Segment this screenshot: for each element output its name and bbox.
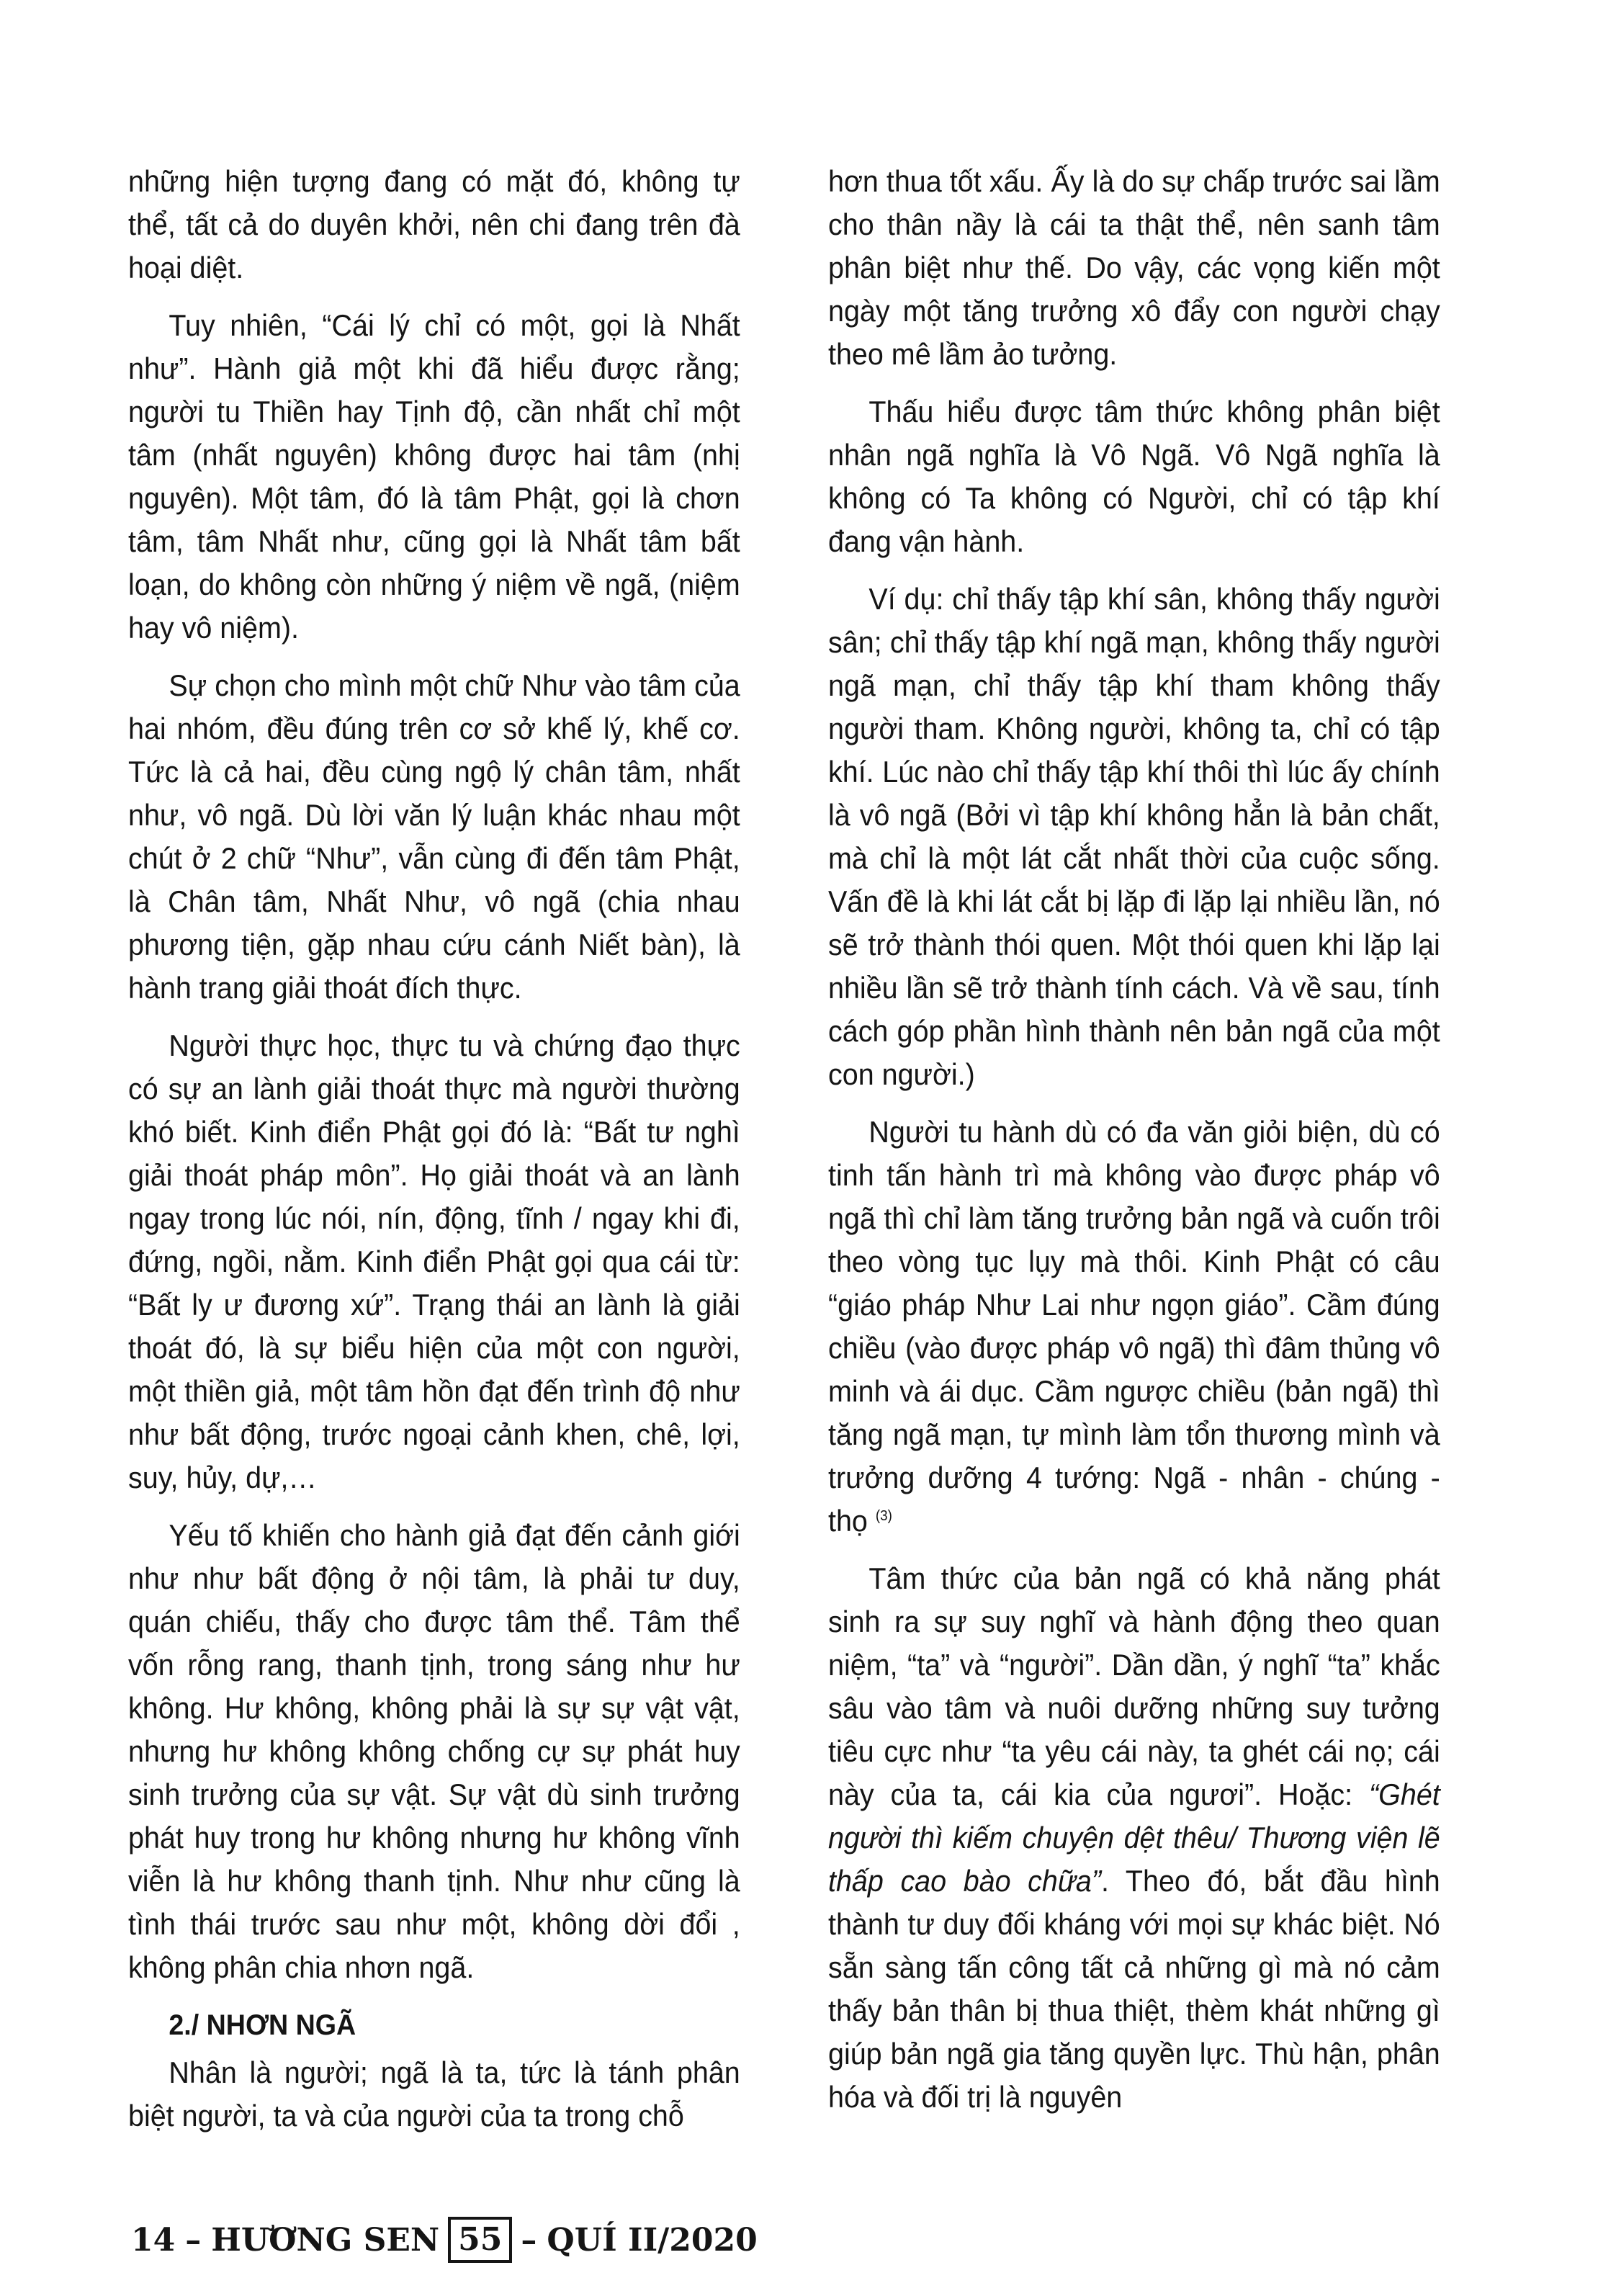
issue-period: QUÍ II/2020 bbox=[547, 2221, 758, 2259]
page-number: 14 bbox=[131, 2221, 176, 2259]
paragraph: Tuy nhiên, “Cái lý chỉ có một, gọi là Nhất như”. Hành giả một khi đã hiểu được rằng; người tu Thiền hay Tịnh độ, cần nhất chỉ một tâm (nhất nguyên) không được hai tâm (nhị nguyên). Một tâm, đó là tâm Phật, gọi là chơn tâm, tâm Nhất như, cũng gọi là Nhất tâm bất loạn, do không còn những ý niệm về ngã, (niệm hay vô niệm). bbox=[128, 308, 740, 645]
section-heading: 2./ NHƠN NGÃ bbox=[169, 2009, 356, 2041]
footer-dash: – bbox=[521, 2221, 537, 2259]
footnote-marker: (3) bbox=[875, 1508, 892, 1524]
right-column bbox=[828, 160, 1440, 2133]
paragraph: những hiện tượng đang có mặt đó, không tự thể, tất cả do duyên khởi, nên chi đang trên đà hoại diệt. bbox=[128, 164, 740, 284]
italic-quote: “Ghét người thì kiếm chuyện dệt thêu/ Thương viện lẽ thấp cao bào chữa” bbox=[828, 1777, 1440, 1898]
paragraph bbox=[828, 1557, 1440, 2119]
paragraph: Nhân là người; ngã là ta, tức là tánh phân biệt người, ta và của người của ta trong chỗ bbox=[128, 2055, 740, 2133]
paragraph-text: . Theo đó, bắt đầu hình thành tư duy đối kháng với mọi sự khác biệt. Nó sẵn sàng tấn công tất cả những gì mà nó cảm thấy bản thân bị thua thiệt, thèm khát những gì giúp bản ngã gia tăng quyền lực. Thù hận, phân hóa và đối trị là nguyên bbox=[828, 1864, 1440, 2114]
paragraph-text: Người tu hành dù có đa văn giỏi biện, dù có tinh tấn hành trì mà không vào được pháp vô ngã thì chỉ làm tăng trưởng bản ngã và cuốn trôi theo vòng tục lụy mà thôi. Kinh Phật có câu “giáo pháp Như Lai như ngọn giáo”. Cầm đúng chiều (vào được pháp vô ngã) thì đâm thủng vô minh và ái dục. Cầm ngược chiều (bản ngã) thì tăng ngã mạn, tự mình làm tổn thương mình và trưởng dưỡng 4 tướng: Ngã - nhân - chúng - thọ bbox=[828, 1115, 1440, 1538]
paragraph: Ví dụ: chỉ thấy tập khí sân, không thấy người sân; chỉ thấy tập khí ngã mạn, không thấy người ngã mạn, chỉ thấy tập khí tham không thấy người tham. Không người, không ta, chỉ có tập khí. Lúc nào chỉ thấy tập khí thôi thì lúc ấy chính là vô ngã (Bởi vì tập khí không hẳn là bản chất, mà chỉ là một lát cắt nhất thời của cuộc sống. Vấn đề là khi lát cắt bị lặp đi lặp lại nhiều lần, nó sẽ trở thành thói quen. Một thói quen khi lặp lại nhiều lần sẽ trở thành tính cách. Và về sau, tính cách góp phần hình thành nên bản ngã của một con người.) bbox=[828, 582, 1440, 1091]
paragraph: Sự chọn cho mình một chữ Như vào tâm của hai nhóm, đều đúng trên cơ sở khế lý, khế cơ. Tức là cả hai, đều cùng ngộ lý chân tâm, nhất như, vô ngã. Dù lời văn lý luận khác nhau một chút ở 2 chữ “Như”, vẫn cùng đi đến tâm Phật, là Chân tâm, Nhất Như, vô ngã (chia nhau phương tiện, gặp nhau cứu cánh Niết bàn), là hành trang giải thoát đích thực. bbox=[128, 668, 740, 1005]
paragraph bbox=[828, 1111, 1440, 1543]
paragraph: Yếu tố khiến cho hành giả đạt đến cảnh giới như như bất động ở nội tâm, là phải tư duy, quán chiếu, thấy cho được tâm thể. Tâm thể vốn rỗng rang, thanh tịnh, trong sáng như hư không. Hư không, không phải là sự sự vật vật, nhưng hư không không chống cự sự phát huy sinh trưởng của sự vật. Sự vật dù sinh trưởng phát huy trong hư không nhưng hư không vĩnh viễn là hư không thanh tịnh. Như như cũng là tình thái trước sau như một, không dời đổi , không phân chia nhơn ngã. bbox=[128, 1518, 740, 1984]
page-footer bbox=[131, 2214, 758, 2266]
paragraph: Thấu hiểu được tâm thức không phân biệt nhân ngã nghĩa là Vô Ngã. Vô Ngã nghĩa là không có Ta không có Người, chỉ có tập khí đang vận hành. bbox=[828, 395, 1440, 558]
paragraph: hơn thua tốt xấu. Ấy là do sự chấp trước sai lầm cho thân nầy là cái ta thật thể, nên sanh tâm phân biệt như thế. Do vậy, các vọng kiến một ngày một tăng trưởng xô đẩy con người chạy theo mê lầm ảo tưởng. bbox=[828, 164, 1440, 371]
left-column bbox=[128, 160, 740, 2152]
issue-number-box: 55 bbox=[448, 2217, 512, 2263]
paragraph: Người thực học, thực tu và chứng đạo thực có sự an lành giải thoát thực mà người thường khó biết. Kinh điển Phật gọi đó là: “Bất tư nghì giải thoát pháp môn”. Họ giải thoát và an lành ngay trong lúc nói, nín, động, tĩnh / ngay khi đi, đứng, ngồi, nằm. Kinh điển Phật gọi qua cái từ: “Bất ly ư đương xứ”. Trạng thái an lành là giải thoát đó, là sự biểu hiện của một con người, một thiền giả, một tâm hồn đạt đến trình độ như như bất động, trước ngoại cảnh khen, chê, lợi, suy, hủy, dự,… bbox=[128, 1028, 740, 1494]
paragraph-text: Tâm thức của bản ngã có khả năng phát sinh ra sự suy nghĩ và hành động theo quan niệm, “ta” và “người”. Dần dần, ý nghĩ “ta” khắc sâu vào tâm và nuôi dưỡng những suy tưởng tiêu cực như “ta yêu cái này, ta ghét cái nọ; cái này của ta, cái kia của ngươi”. Hoặc: bbox=[828, 1561, 1440, 1811]
footer-dash: – bbox=[185, 2221, 202, 2259]
magazine-title: HƯƠNG SEN bbox=[211, 2221, 440, 2259]
